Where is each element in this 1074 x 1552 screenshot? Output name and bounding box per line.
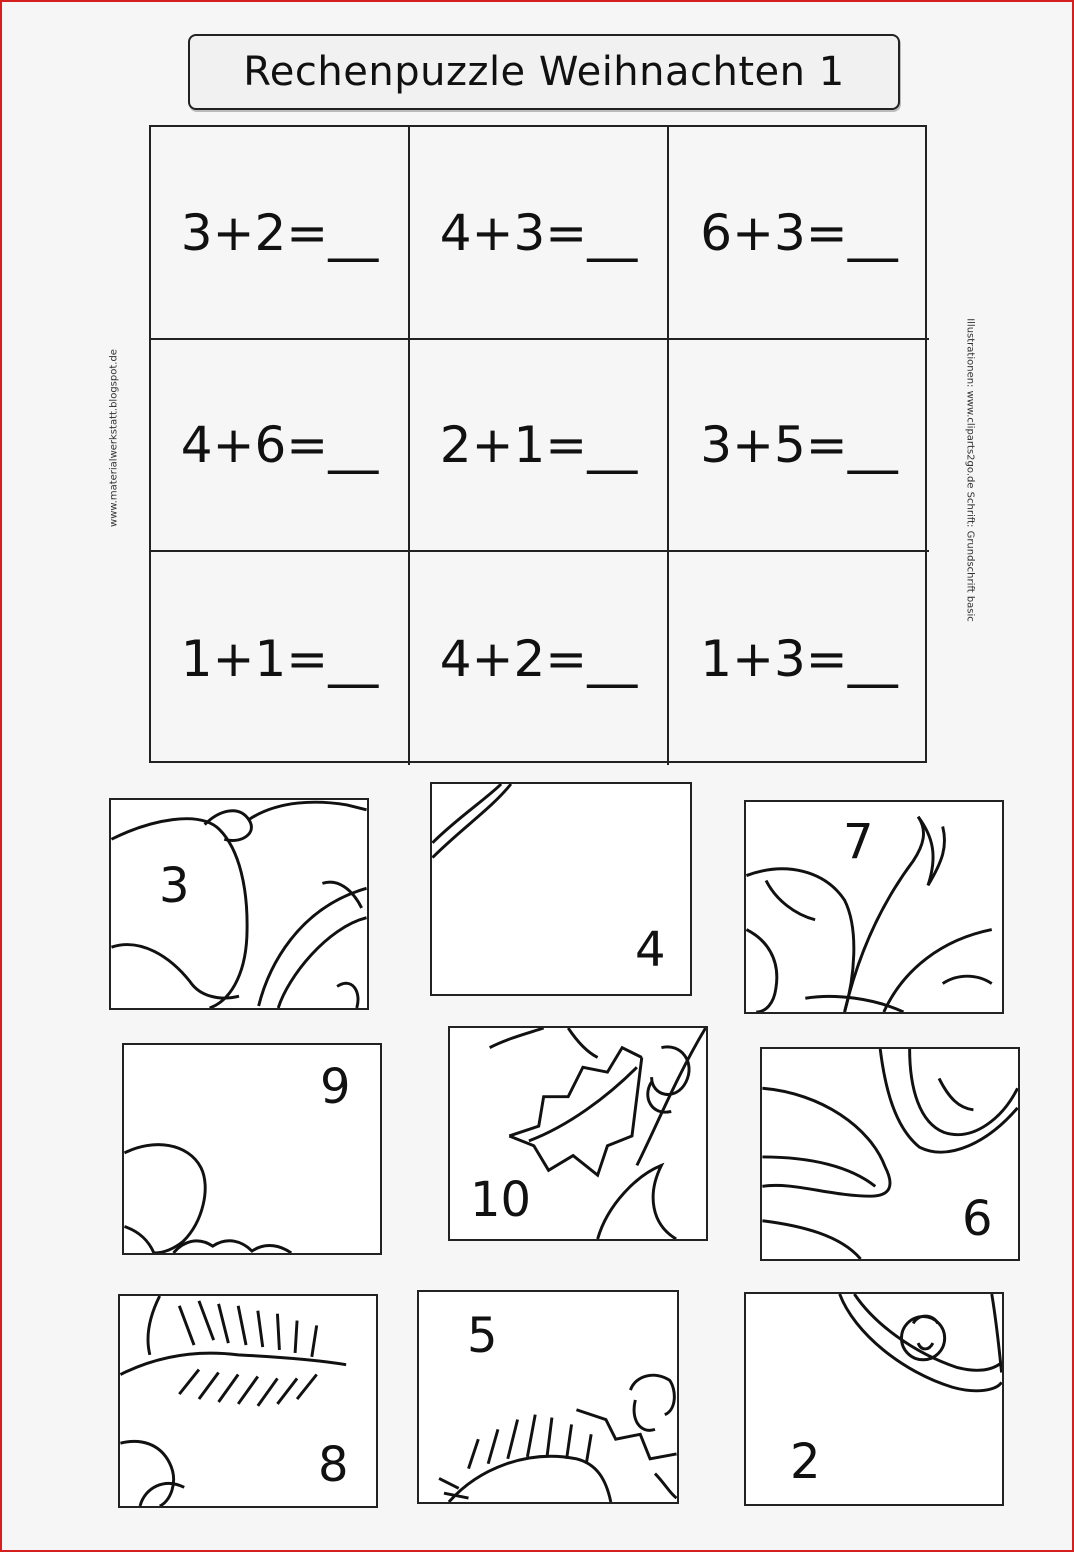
- page-title: Rechenpuzzle Weihnachten 1: [243, 49, 845, 95]
- piece-number: 8: [318, 1437, 349, 1493]
- puzzle-piece[interactable]: [760, 1047, 1020, 1261]
- piece-number: 9: [320, 1059, 351, 1115]
- piece-number: 4: [635, 922, 666, 978]
- task-cell: 1+3=__: [700, 629, 898, 688]
- piece-number: 5: [467, 1308, 498, 1364]
- puzzle-piece[interactable]: [417, 1290, 679, 1504]
- puzzle-piece[interactable]: [430, 782, 692, 996]
- task-cell: 4+2=__: [410, 552, 669, 765]
- bell-rim-illustration: [746, 1294, 1002, 1504]
- piece-number: 6: [962, 1191, 993, 1247]
- piece-number: 7: [843, 814, 874, 870]
- ornament-illustration: [111, 800, 367, 1008]
- puzzle-piece[interactable]: [109, 798, 369, 1010]
- task-cell: 4+6=__: [151, 340, 410, 552]
- puzzle-piece[interactable]: [122, 1043, 382, 1255]
- task-cell: 3+2=__: [151, 127, 410, 340]
- task-cell: 2+1=__: [410, 340, 669, 552]
- task-cell: 3+5=__: [669, 340, 929, 552]
- piece-number: 2: [790, 1434, 821, 1490]
- task-cell: 1+1=__: [151, 552, 410, 765]
- pine-holly-illustration: [419, 1292, 677, 1502]
- holly-bow-illustration: [746, 802, 1002, 1012]
- task-cell: 6+3=__: [669, 127, 929, 340]
- piece-number: 3: [159, 858, 190, 914]
- illustration-credit: Illustrationen: www.cliparts2go.de Schrift: Grundschrift basic: [964, 318, 976, 622]
- piece-number: 10: [470, 1172, 532, 1228]
- task-grid: [149, 125, 927, 763]
- puzzle-piece[interactable]: [118, 1294, 378, 1508]
- title-box: [188, 34, 900, 110]
- source-credit: www.materialwerkstatt.blogspot.de: [108, 349, 120, 527]
- puzzle-piece[interactable]: [744, 800, 1004, 1014]
- puzzle-piece[interactable]: [744, 1292, 1004, 1506]
- puzzle-piece[interactable]: [448, 1026, 708, 1241]
- task-cell: 4+3=__: [410, 127, 669, 340]
